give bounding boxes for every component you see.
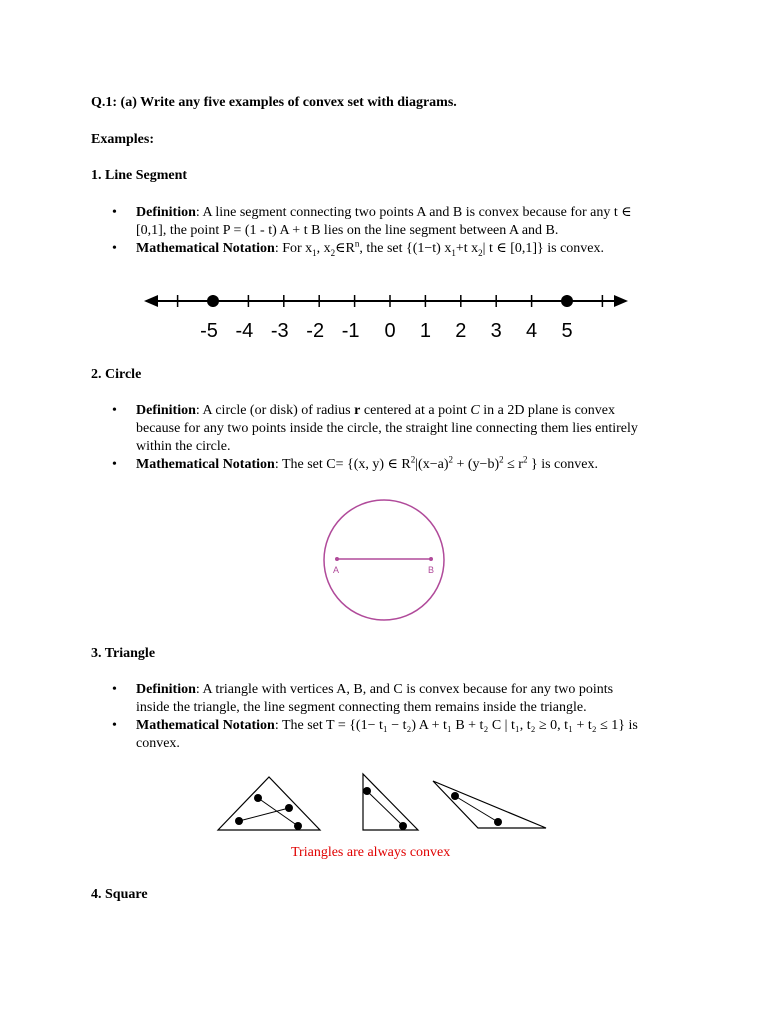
notation-sub: 1 (451, 247, 456, 258)
point-a-label: A (333, 565, 340, 575)
notation-text-2: convex. (136, 736, 180, 751)
notation-sub: 2 (478, 247, 483, 258)
notation-text-1: : The set T = {(1− t₁ − t₂) A + t₁ B + t₂ C | t₁, t₂ ≥ 0, t₁ + t₂ ≤ 1} is (274, 718, 638, 733)
notation-text: +t x (455, 241, 479, 256)
number-line-label: -3 (270, 320, 289, 342)
definition-text-1: : A triangle with vertices A, B, and C is convex because for any two points (195, 682, 614, 697)
triangle-3-point (451, 792, 459, 800)
notation-sup: 2 (522, 454, 528, 465)
notation-text: | t ∈ [0,1]} is convex. (482, 241, 605, 256)
notation-sub: 1 (312, 247, 317, 258)
point-b-dot (429, 557, 433, 561)
notation-text: } is convex. (527, 457, 598, 472)
definition-text: centered at a point (360, 403, 471, 418)
triangle-2-point (399, 822, 407, 830)
definition-text-2: [0,1], the point P = (1 - t) A + t B lies on the line segment between A and B. (136, 223, 559, 238)
definition-text-3: within the circle. (136, 439, 231, 454)
definition-label: Definition (136, 682, 196, 697)
notation-text: |(x−a) (415, 457, 449, 472)
section-title-circle: 2. Circle (91, 367, 142, 382)
triangle-bullets (136, 681, 696, 753)
line-segment-notation (136, 240, 696, 258)
question-heading: Q.1: (a) Write any five examples of convex set with diagrams. (91, 95, 457, 110)
triangle-1-point (285, 804, 293, 812)
circle-notation (136, 456, 696, 474)
definition-text-2: inside the triangle, the line segment connecting them remains inside the triangle. (136, 700, 587, 715)
endpoint-b-dot (561, 295, 573, 307)
triangle-3 (433, 781, 546, 828)
notation-text: , the set {(1−t) x (359, 241, 452, 256)
circle-shape (324, 500, 444, 620)
notation-label: Mathematical Notation (136, 457, 275, 472)
number-line-label: -1 (341, 320, 360, 342)
triangle-2 (363, 774, 418, 830)
number-line-label: 2 (455, 320, 467, 342)
notation-label: Mathematical Notation (136, 241, 275, 256)
triangle-notation (136, 717, 696, 753)
notation-text: : For x (274, 241, 313, 256)
notation-text: + (y−b) (453, 457, 500, 472)
notation-sup: 2 (410, 454, 416, 465)
line-segment-bullets (136, 204, 696, 258)
line-segment-definition (136, 204, 696, 240)
point-b-label: B (428, 565, 435, 575)
notation-text: , x (316, 241, 331, 256)
triangle-1 (218, 777, 320, 830)
number-line-diagram (140, 286, 632, 346)
section-title-line-segment: 1. Line Segment (91, 168, 188, 183)
notation-sup: 2 (448, 454, 453, 465)
number-line-label: -4 (235, 320, 254, 342)
number-line-label: 0 (384, 320, 396, 342)
right-arrow-icon (614, 295, 628, 307)
circle-definition (136, 402, 696, 456)
triangle-1-point (254, 794, 262, 802)
circle-diagram (320, 495, 450, 627)
notation-text: ≤ r (503, 457, 523, 472)
number-line-label: -2 (306, 320, 325, 342)
definition-text: in a 2D plane is convex (479, 403, 616, 418)
notation-label: Mathematical Notation (136, 718, 275, 733)
notation-sup: 2 (499, 454, 504, 465)
number-line-label: 5 (561, 320, 573, 342)
number-line-label: 4 (526, 320, 538, 342)
definition-r: r (354, 403, 361, 418)
triangle-2-point (363, 787, 371, 795)
examples-heading: Examples: (91, 132, 154, 147)
notation-sup: n (354, 238, 360, 249)
section-title-square: 4. Square (91, 887, 148, 902)
triangle-1-point (235, 817, 243, 825)
notation-sub: 2 (330, 247, 336, 258)
triangle-3-segment (455, 796, 498, 822)
definition-text: : A circle (or disk) of radius (195, 403, 355, 418)
notation-text: ∈R (335, 241, 355, 256)
triangle-1-point (294, 822, 302, 830)
number-line-label: -5 (200, 320, 218, 342)
notation-text: : The set C= {(x, y) ∈ R (274, 457, 411, 472)
left-arrow-icon (144, 295, 158, 307)
triangle-1-segment-a (258, 798, 298, 826)
triangle-definition (136, 681, 696, 717)
definition-text-2: because for any two points inside the circle, the straight line connecting them lies entirely (136, 421, 638, 436)
definition-text-1: : A line segment connecting two points A and B is convex because for any t ∈ (195, 205, 632, 220)
circle-bullets (136, 402, 696, 474)
triangles-diagram (215, 772, 550, 836)
number-line-label: 1 (419, 320, 431, 342)
point-a-dot (335, 557, 339, 561)
definition-c: C (470, 403, 480, 418)
endpoint-a-dot (207, 295, 219, 307)
number-line-label: 3 (490, 320, 502, 342)
definition-label: Definition (136, 205, 196, 220)
triangle-3-point (494, 818, 502, 826)
triangles-caption: Triangles are always convex (291, 845, 451, 860)
section-title-triangle: 3. Triangle (91, 646, 156, 661)
definition-label: Definition (136, 403, 196, 418)
